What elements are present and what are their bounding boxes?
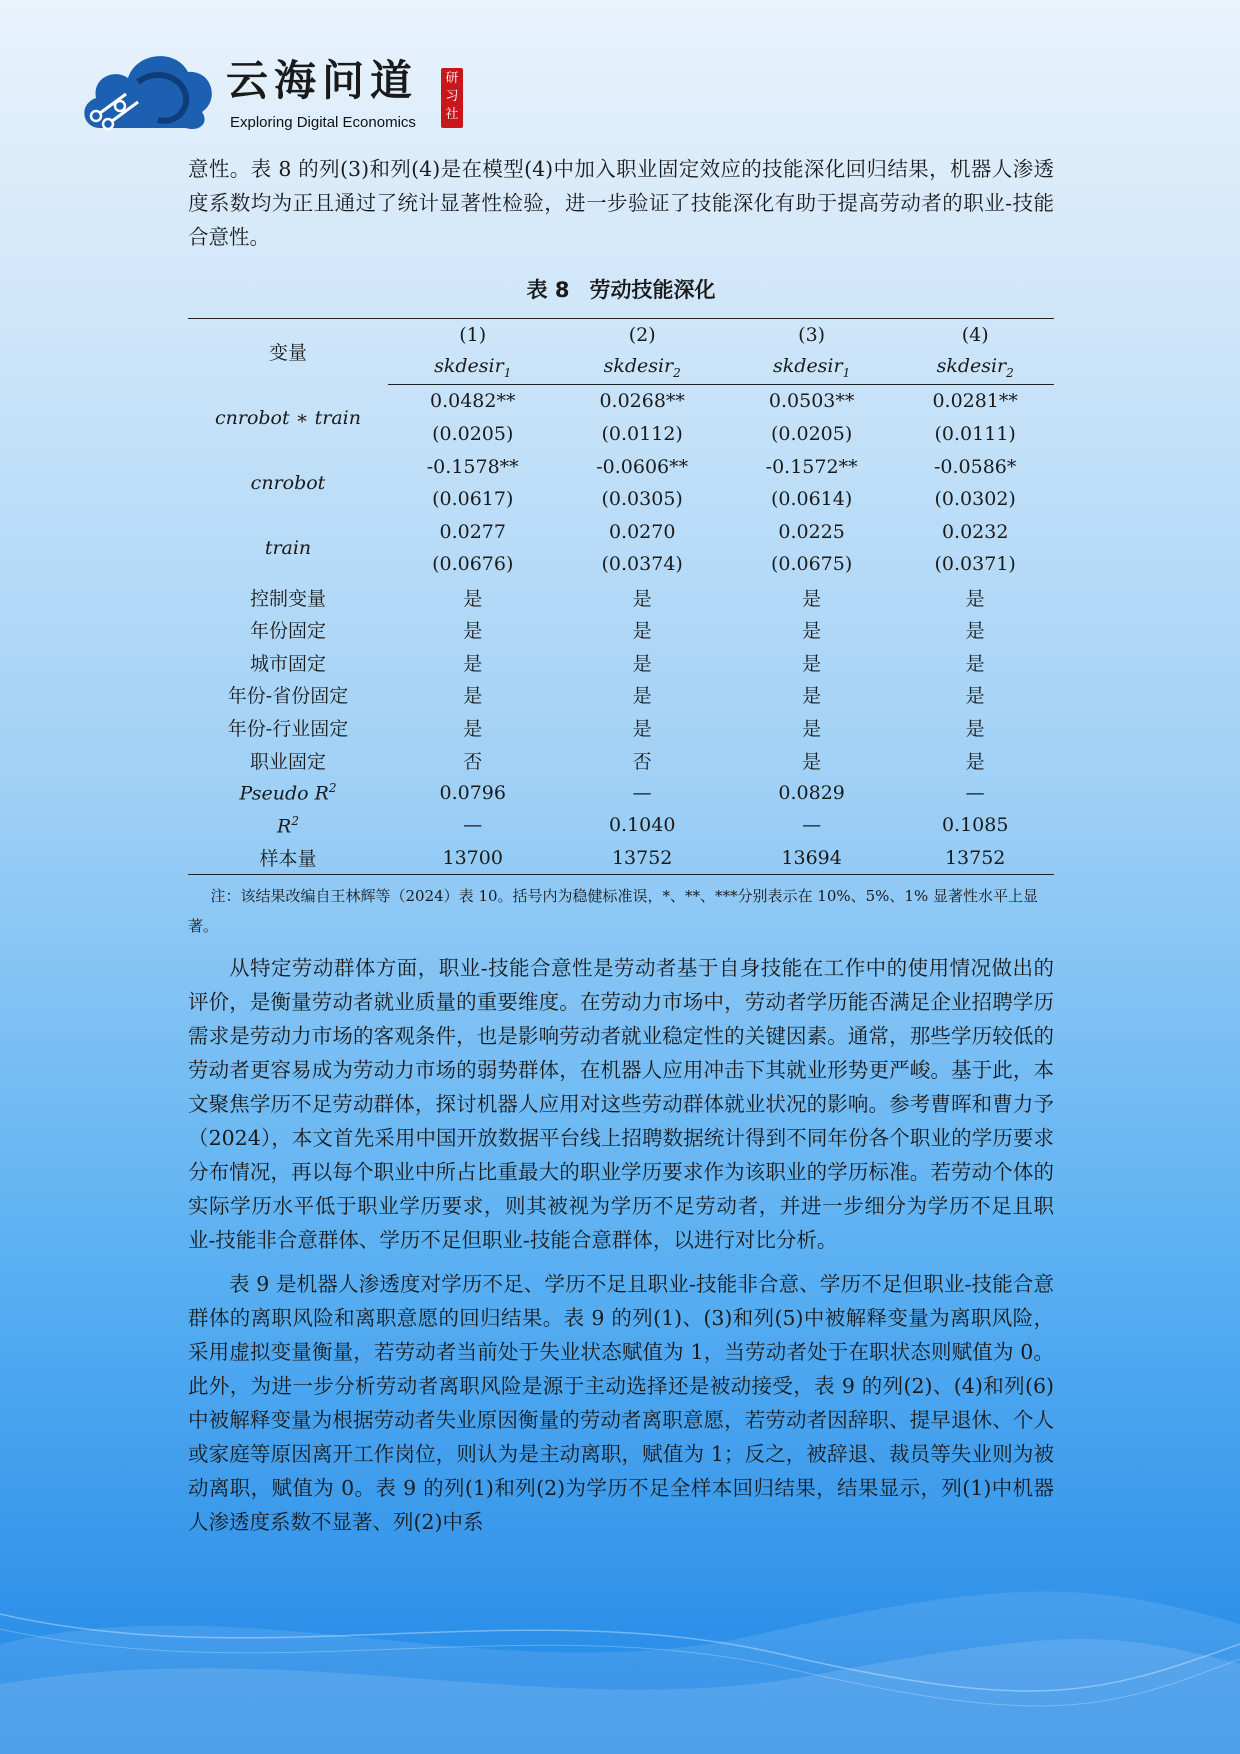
table-row [188, 776, 1054, 809]
se-cell: (0.0675) [770, 553, 853, 576]
se-cell: (0.0111) [934, 423, 1016, 446]
stat-cell: — [463, 814, 483, 837]
table-row [188, 516, 1054, 549]
coef-cell: 0.0270 [608, 520, 676, 543]
seal-char: 习 [445, 89, 459, 104]
table-row [188, 646, 1054, 679]
row-variable: cnrobot ∗ train [215, 406, 361, 429]
coef-cell: -0.1572** [765, 455, 858, 478]
fe-cell: 是 [802, 685, 822, 708]
body-paragraph: 从特定劳动群体方面，职业-技能合意性是劳动者基于自身技能在工作中的使用情况做出的评价，是衡量劳动者就业质量的重要维度。在劳动力市场中，劳动者学历能否满足企业招聘学历需求是劳动力市场的客观条件，也是影响劳动者就业稳定性的关键因素。通常，那些学历较低的劳动者更容易成为劳动力市场的弱势群体，在机器人应用冲击下其就业形势更严峻。基于此，本文聚焦学历不足劳动群体，探讨机器人应用对这些劳动群体就业状况的影响。参考曹晖和曹力予（2024），本文首先采用中国开放数据平台线上招聘数据统计得到不同年份各个职业的学历要求分布情况，再以每个职业中所占比重最大的职业学历要求作为该职业的学历标准。若劳动个体的实际学历水平低于职业学历要求，则其被视为学历不足劳动者，并进一步细分为学历不足且职业-技能非合意群体、学历不足但职业-技能合意群体，以进行对比分析。 [188, 956, 1054, 1253]
coef-cell: 0.0268** [599, 390, 685, 413]
row-label-pseudo-r2: Pseudo $R^2$ [239, 780, 337, 805]
se-cell: (0.0305) [601, 488, 683, 511]
coef-cell: 0.0482** [429, 390, 516, 413]
table-row [188, 581, 1054, 614]
stat-cell: 13694 [727, 842, 896, 875]
coef-cell: -0.0606** [596, 455, 689, 478]
table-row [188, 450, 1054, 483]
fe-cell: 是 [463, 652, 483, 675]
fe-cell: 是 [802, 587, 822, 610]
stat-cell: 13752 [557, 842, 726, 875]
fe-cell: 是 [802, 652, 822, 675]
coef-cell: 0.0225 [778, 520, 845, 543]
row-label: 控制变量 [249, 587, 326, 610]
coef-cell: 0.0277 [439, 520, 506, 543]
fe-cell: 是 [802, 750, 822, 773]
stat-cell: 0.1040 [608, 814, 676, 837]
row-label: 年份-省份固定 [227, 685, 349, 708]
coef-cell: 0.0503** [768, 390, 855, 413]
fe-cell: 是 [463, 587, 483, 610]
col-number: (2) [557, 319, 726, 352]
row-label: 年份固定 [249, 620, 326, 643]
row-label: 年份-行业固定 [227, 717, 349, 740]
se-cell: (0.0112) [601, 423, 683, 446]
se-cell: (0.0205) [432, 423, 514, 446]
col-number: (3) [727, 319, 896, 352]
coef-cell: -0.1578** [426, 455, 519, 478]
col-number: (4) [896, 319, 1054, 352]
stat-cell: — [965, 781, 985, 804]
row-label-r2: $R^2$ [277, 813, 299, 837]
col-dependent-var: skdesir$_1$ [388, 352, 557, 385]
coef-cell: -0.0586* [933, 455, 1017, 478]
table-row [188, 679, 1054, 712]
coef-cell: 0.0281** [932, 390, 1018, 413]
row-variable: cnrobot [250, 471, 326, 494]
seal-char: 社 [445, 107, 459, 122]
cloud-circuit-icon [78, 42, 218, 132]
table-row [188, 842, 1054, 875]
col-dependent-var: skdesir$_2$ [896, 352, 1054, 385]
fe-cell: 是 [632, 652, 652, 675]
col-number: (1) [388, 319, 557, 352]
table-row [188, 711, 1054, 744]
background-waves [0, 1524, 1240, 1754]
se-cell: (0.0302) [934, 488, 1016, 511]
row-label: 样本量 [188, 842, 388, 875]
fe-cell: 是 [632, 620, 652, 643]
se-cell: (0.0614) [770, 488, 853, 511]
seal-char: 研 [445, 71, 459, 86]
fe-cell: 是 [632, 717, 652, 740]
fe-cell: 否 [632, 750, 652, 773]
logo-seal [441, 68, 463, 128]
row-label: 城市固定 [249, 652, 326, 675]
fe-cell: 是 [965, 620, 985, 643]
stat-cell: 0.0796 [439, 781, 506, 804]
stat-cell: — [632, 781, 652, 804]
table-header-row [188, 319, 1054, 352]
table-note: 注：该结果改编自王林辉等（2024）表 10。括号内为稳健标准误，*、**、***分别表示在 10%、5%、1% 显著性水平上显著。 [188, 887, 1039, 936]
se-cell: (0.0371) [934, 553, 1016, 576]
stat-cell: — [802, 814, 822, 837]
document-body [188, 152, 1054, 1539]
site-logo [78, 42, 478, 138]
fe-cell: 是 [965, 685, 985, 708]
coef-cell: 0.0232 [941, 520, 1009, 543]
fe-cell: 否 [463, 750, 483, 773]
se-cell: (0.0374) [601, 553, 683, 576]
logo-title: 云海问道 [226, 56, 419, 105]
row-variable: train [264, 537, 312, 560]
table-number: 表 8 [526, 278, 570, 302]
logo-subtitle: Exploring Digital Economics [230, 114, 416, 131]
header-variable: 变量 [188, 319, 388, 385]
fe-cell: 是 [802, 717, 822, 740]
fe-cell: 是 [965, 587, 985, 610]
fe-cell: 是 [632, 685, 652, 708]
table-row [188, 613, 1054, 646]
fe-cell: 是 [463, 620, 483, 643]
table-row [188, 809, 1054, 842]
table-row [188, 385, 1054, 418]
table-title [188, 274, 1054, 304]
row-label: 职业固定 [249, 750, 326, 773]
stat-cell: 0.1085 [941, 814, 1009, 837]
intro-paragraph: 意性。表 8 的列(3)和列(4)是在模型(4)中加入职业固定效应的技能深化回归结果，机器人渗透度系数均为正且通过了统计显著性检验，进一步验证了技能深化有助于提高劳动者的职业-技能合意性。 [188, 157, 1054, 249]
fe-cell: 是 [965, 750, 985, 773]
regression-table [188, 318, 1054, 875]
fe-cell: 是 [463, 685, 483, 708]
stat-cell: 13700 [388, 842, 557, 875]
fe-cell: 是 [965, 717, 985, 740]
se-cell: (0.0676) [432, 553, 514, 576]
fe-cell: 是 [632, 587, 652, 610]
fe-cell: 是 [802, 620, 822, 643]
stat-cell: 0.0829 [778, 781, 845, 804]
col-dependent-var: skdesir$_2$ [557, 352, 726, 385]
fe-cell: 是 [463, 717, 483, 740]
col-dependent-var: skdesir$_1$ [727, 352, 896, 385]
table-row [188, 744, 1054, 777]
body-paragraph: 表 9 是机器人渗透度对学历不足、学历不足且职业-技能非合意、学历不足但职业-技能合意群体的离职风险和离职意愿的回归结果。表 9 的列(1)、(3)和列(5)中被解释变量为离职风险，采用虚拟变量衡量，若劳动者当前处于失业状态赋值为 1，当劳动者处于在职状态则赋值为 0。此外，为进一步分析劳动者离职风险是源于主动选择还是被动接受，表 9 的列(2)、(4)和列(6)中被解释变量为根据劳动者失业原因衡量的劳动者离职意愿，若劳动者因辞职、提早退休、个人或家庭等原因离开工作岗位，则认为是主动离职，赋值为 1；反之，被辞退、裁员等失业则为被动离职，赋值为 0。表 9 的列(1)和列(2)为学历不足全样本回归结果，结果显示，列(1)中机器人渗透度系数不显著、列(2)中系 [188, 1272, 1054, 1535]
fe-cell: 是 [965, 652, 985, 675]
se-cell: (0.0205) [770, 423, 853, 446]
stat-cell: 13752 [896, 842, 1054, 875]
table-caption: 劳动技能深化 [589, 278, 716, 302]
se-cell: (0.0617) [432, 488, 514, 511]
